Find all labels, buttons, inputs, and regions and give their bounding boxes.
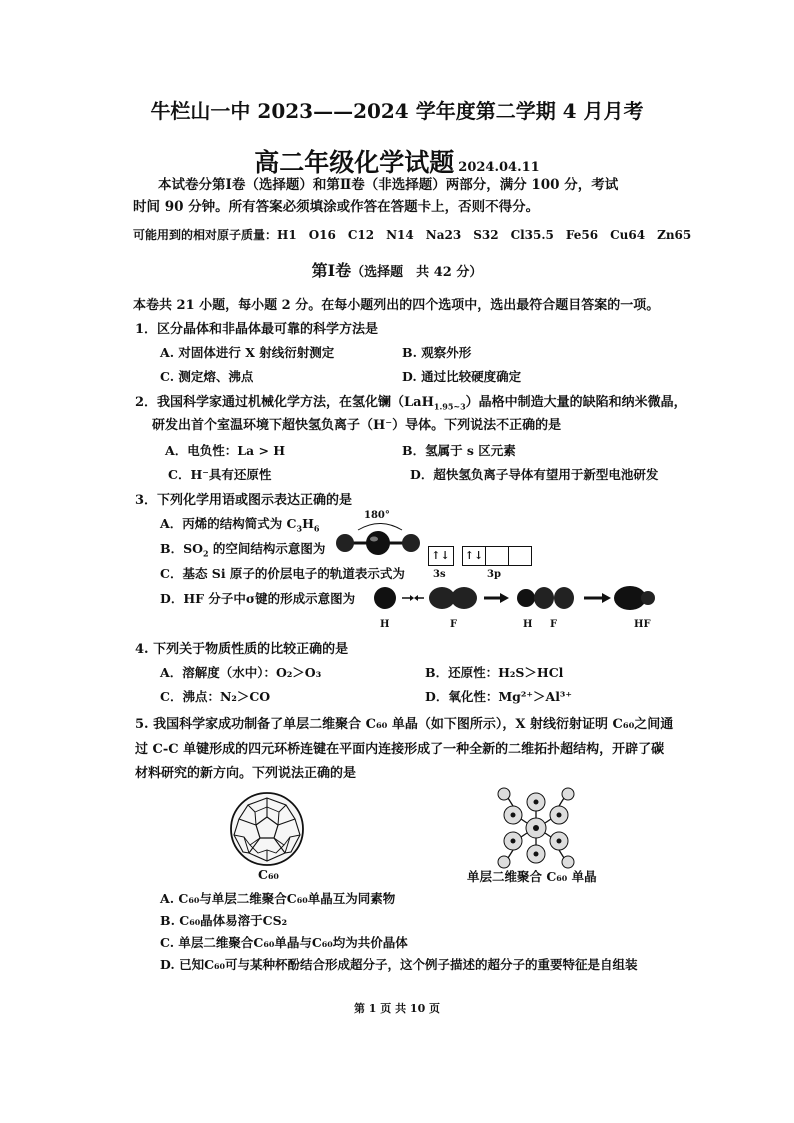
q5-stem-line-1: 5. 我国科学家成功制备了单层二维聚合 C₆₀ 单晶（如下图所示），X 射线衍射证明 C₆₀之间通 (135, 717, 674, 732)
so2-molecule-icon (333, 530, 423, 556)
q4-option-d: D．氧化性：Mg²⁺＞Al³⁺ (425, 689, 573, 704)
fig-label-2d-crystal: 单层二维聚合 C₆₀ 单晶 (467, 869, 597, 884)
c60-2d-crystal-icon (490, 782, 582, 874)
q3-option-b-sub: 2 (202, 548, 209, 559)
label-f-atom: F (450, 619, 458, 630)
q4-option-a: A．溶解度（水中）：O₂＞O₃ (160, 665, 322, 680)
q4-option-c: C．沸点：N₂＞CO (160, 689, 271, 704)
q2-stem-part-a: 2．我国科学家通过机械化学方法，在氢化镧（LaH (135, 395, 434, 410)
q3-option-a-sub2: 6 (313, 523, 320, 534)
q4-option-b: B．还原性：H₂S＞HCl (425, 665, 564, 680)
so2-angle-label: 180° (364, 510, 390, 521)
label-hf-molecule: HF (634, 619, 651, 630)
label-3s: 3s (433, 569, 446, 580)
q1-stem: 1．区分晶体和非晶体最可靠的科学方法是 (135, 322, 379, 337)
orbital-3p-1: ↑↓ (463, 547, 486, 565)
q1-option-d: D. 通过比较硬度确定 (402, 369, 522, 384)
hf-sigma-bond-icon (372, 582, 657, 614)
label-f-overlap: F (550, 619, 558, 630)
q3-option-a (160, 514, 319, 534)
q3-option-b-rest: 的空间结构示意图为 (208, 541, 326, 556)
q3-stem: 3．下列化学用语或图示表达正确的是 (135, 493, 353, 508)
q2-stem-line-2: 研发出首个室温环境下超快氢负离子（H⁻）导体。下列说法不正确的是 (152, 418, 562, 433)
q2-option-c: C．H⁻具有还原性 (168, 467, 272, 482)
q3-option-c: C．基态 Si 原子的价层电子的轨道表示式为 (160, 566, 405, 581)
q2-stem-line-1 (135, 391, 687, 412)
title-text: 高二年级化学试题 (254, 148, 455, 177)
exam-date: 2024.04.11 (458, 160, 540, 175)
q5-option-b: B. C₆₀晶体易溶于CS₂ (160, 913, 288, 928)
orbital-3s-box (428, 546, 454, 566)
q3-option-b (160, 539, 325, 559)
q1-option-a: A. 对固体进行 X 射线衍射测定 (160, 345, 335, 360)
q2-option-b: B．氢属于 s 区元素 (402, 443, 516, 458)
intro-line-2: 时间 90 分钟。所有答案必须填涂或作答在答题卡上，否则不得分。 (133, 199, 540, 215)
orbital-3p-box (462, 546, 532, 566)
q2-option-d: D．超快氢负离子导体有望用于新型电池研发 (410, 467, 659, 482)
q5-option-d: D. 已知C₆₀可与某种杯酚结合形成超分子，这个例子描述的超分子的重要特征是自组装 (160, 957, 638, 972)
c60-fullerene-icon (228, 790, 306, 868)
q2-stem-subscript: 1.95~3 (433, 401, 466, 412)
q5-stem-line-3: 材料研究的新方向。下列说法正确的是 (135, 766, 357, 781)
orbital-3p-2 (486, 547, 509, 565)
q3-option-a-text: A．丙烯的结构简式为 C (160, 516, 297, 531)
section-instructions: 本卷共 21 小题，每小题 2 分。在每小题列出的四个选项中，选出最符合题目答案的一项。 (133, 298, 660, 313)
school-line: 牛栏山一中 2023——2024 学年度第二学期 4 月月考 (150, 99, 644, 123)
q3-option-a-mid: H (302, 516, 314, 531)
label-h-overlap: H (523, 619, 533, 630)
section-title (0, 258, 794, 281)
intro-line-1: 本试卷分第Ⅰ卷（选择题）和第Ⅱ卷（非选择题）两部分，满分 100 分，考试 (158, 177, 619, 193)
q3-option-d: D．HF 分子中σ键的形成示意图为 (160, 591, 356, 606)
q2-stem-part-b: ）晶格中制造大量的缺陷和纳米微晶， (465, 395, 687, 410)
section-name: 第Ⅰ卷 (311, 261, 352, 280)
q3-option-b-text: B．SO (160, 541, 203, 556)
orbital-3s-electrons: ↑↓ (431, 549, 450, 562)
q5-option-c: C. 单层二维聚合C₆₀单晶与C₆₀均为共价晶体 (160, 935, 408, 950)
q4-stem: 4. 下列关于物质性质的比较正确的是 (135, 642, 349, 657)
atomic-mass-line: 可能用到的相对原子质量：H1 O16 C12 N14 Na23 S32 Cl35.5 Fe56 Cu64 Zn65 (133, 228, 692, 242)
page-footer: 第 1 页 共 10 页 (353, 1002, 441, 1015)
q1-option-b: B. 观察外形 (402, 345, 472, 360)
q5-option-a: A. C₆₀与单层二维聚合C₆₀单晶互为同素物 (160, 891, 396, 906)
q1-option-c: C. 测定熔、沸点 (160, 369, 254, 384)
label-3p: 3p (487, 569, 501, 580)
fig-label-c60: C₆₀ (258, 867, 279, 882)
q5-stem-line-2: 过 C-C 单键形成的四元环桥连键在平面内连接形成了一种全新的二维拓扑超结构，开辟了碳 (135, 742, 665, 757)
q2-option-a: A．电负性：La > H (165, 443, 286, 458)
section-subtitle: （选择题 共 42 分） (351, 265, 483, 280)
label-h-atom: H (380, 619, 390, 630)
q3-option-a-sub1: 3 (296, 523, 303, 534)
